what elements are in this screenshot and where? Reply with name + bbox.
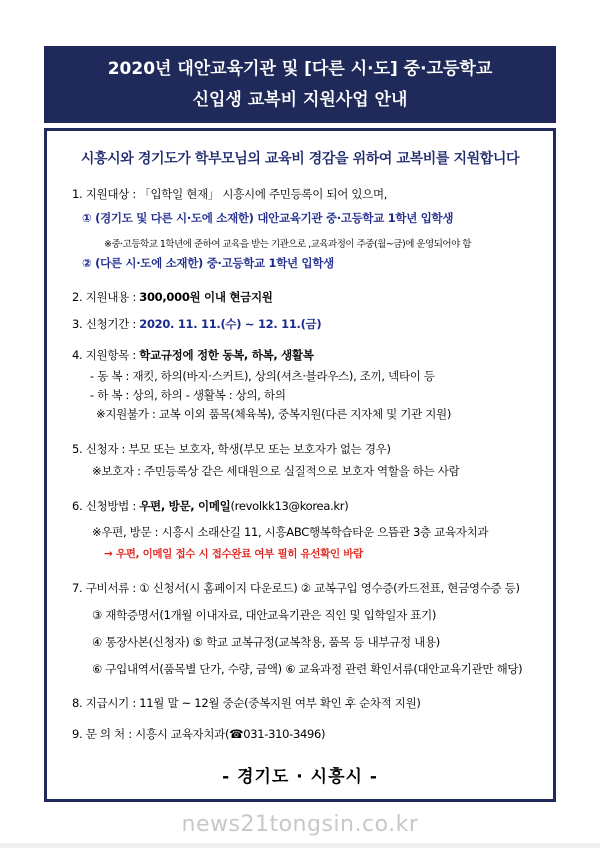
summer-uniform: - 하 복 : 상의, 하의 - 생활복 : 상의, 하의: [90, 388, 286, 402]
watermark: news21tongsin.co.kr: [181, 812, 419, 837]
email-address: (revolkk13@korea.kr): [230, 499, 349, 513]
mail-visit-address: ※우편, 방문 : 시흥시 소래산길 11, 시흥ABC행복학습타운 으뜸관 3층 교육자치과: [92, 525, 489, 539]
application-period: [72, 316, 321, 332]
applicant-label: 5. 신청자 : 부모 또는 보호자, 학생(부모 또는 보호자가 없는 경우): [72, 442, 391, 456]
support-content-label: 2. 지원내용 :: [72, 290, 140, 304]
method-label: 6. 신청방법 :: [72, 499, 140, 513]
headline: 시흥시와 경기도가 학부모님의 교육비 경감을 위하여 교복비를 지원합니다: [80, 151, 520, 167]
support-content: [72, 289, 273, 305]
target-note: ※중·고등학교 1학년에 준하여 교육을 받는 기관으로 ,교육과정이 주중(월~금)에 운영되어야 함: [104, 239, 471, 250]
issuer-footer: - 경기도 · 시흥시 -: [222, 767, 378, 787]
title-line-2: 신입생 교복비 지원사업 안내: [192, 90, 408, 110]
support-items-value: 학교규정에 정한 동복, 하복, 생활복: [139, 348, 314, 362]
documents-line-2: ③ 재학증명서(1개월 이내자료, 대안교육기관은 직인 및 입학일자 표기): [92, 608, 437, 622]
application-period-label: 3. 신청기간 :: [72, 317, 140, 331]
title-line-1: 2020년 대안교육기관 및 [다른 시·도] 중·고등학교: [107, 59, 493, 79]
payment-timing: 8. 지급시기 : 11월 말 ~ 12월 중순(중복지원 여부 확인 후 순차적 지원): [72, 696, 421, 710]
confirmation-warning: → 우편, 이메일 접수 시 접수완료 여부 필히 유선확인 바람: [104, 548, 363, 560]
documents-line-1: 7. 구비서류 : ① 신청서(시 홈페이지 다운로드) ② 교복구입 영수증(카드전표, 현금영수증 등): [72, 581, 520, 595]
method-value: 우편, 방문, 이메일: [139, 499, 231, 513]
application-period-value: 2020. 11. 11.(수) ~ 12. 11.(금): [139, 317, 322, 331]
guardian-note: ※보호자 : 주민등록상 같은 세대원으로 실질적으로 보호자 역할을 하는 사람: [92, 464, 460, 478]
documents-line-4: ⑥ 구입내역서(품목별 단가, 수량, 금액) ⑥ 교육과정 관련 확인서류(대안교육기관만 해당): [92, 662, 523, 676]
support-items-label: 4. 지원항목 :: [72, 348, 140, 362]
application-method: [72, 498, 348, 514]
excluded-items-note: ※지원불가 : 교복 이외 품목(체육복), 중복지원(다른 지자체 및 기관 지원): [96, 407, 452, 421]
target-label: 1. 지원대상 : 「입학일 현재」 시흥시에 주민등록이 되어 있으며,: [72, 187, 388, 201]
inquiry-contact: 9. 문 의 처 : 시흥시 교육자치과(☎031-310-3496): [72, 727, 326, 741]
bottom-divider: [0, 843, 600, 848]
documents-line-3: ④ 통장사본(신청자) ⑤ 학교 교복규정(교복착용, 품목 등 내부규정 내용): [92, 635, 440, 649]
target-option-1: ① (경기도 및 다른 시·도에 소재한) 대안교육기관 중·고등학교 1학년 입학생: [82, 211, 454, 225]
title-banner: [44, 46, 556, 123]
support-content-value: 300,000원 이내 현금지원: [139, 290, 273, 304]
target-option-2: ② (다른 시·도에 소재한) 중·고등학교 1학년 입학생: [82, 256, 334, 270]
support-items: [72, 347, 314, 363]
winter-uniform: - 동 복 : 재킷, 하의(바지·스커트), 상의(셔츠·블라우스), 조끼, 넥타이 등: [90, 369, 435, 383]
